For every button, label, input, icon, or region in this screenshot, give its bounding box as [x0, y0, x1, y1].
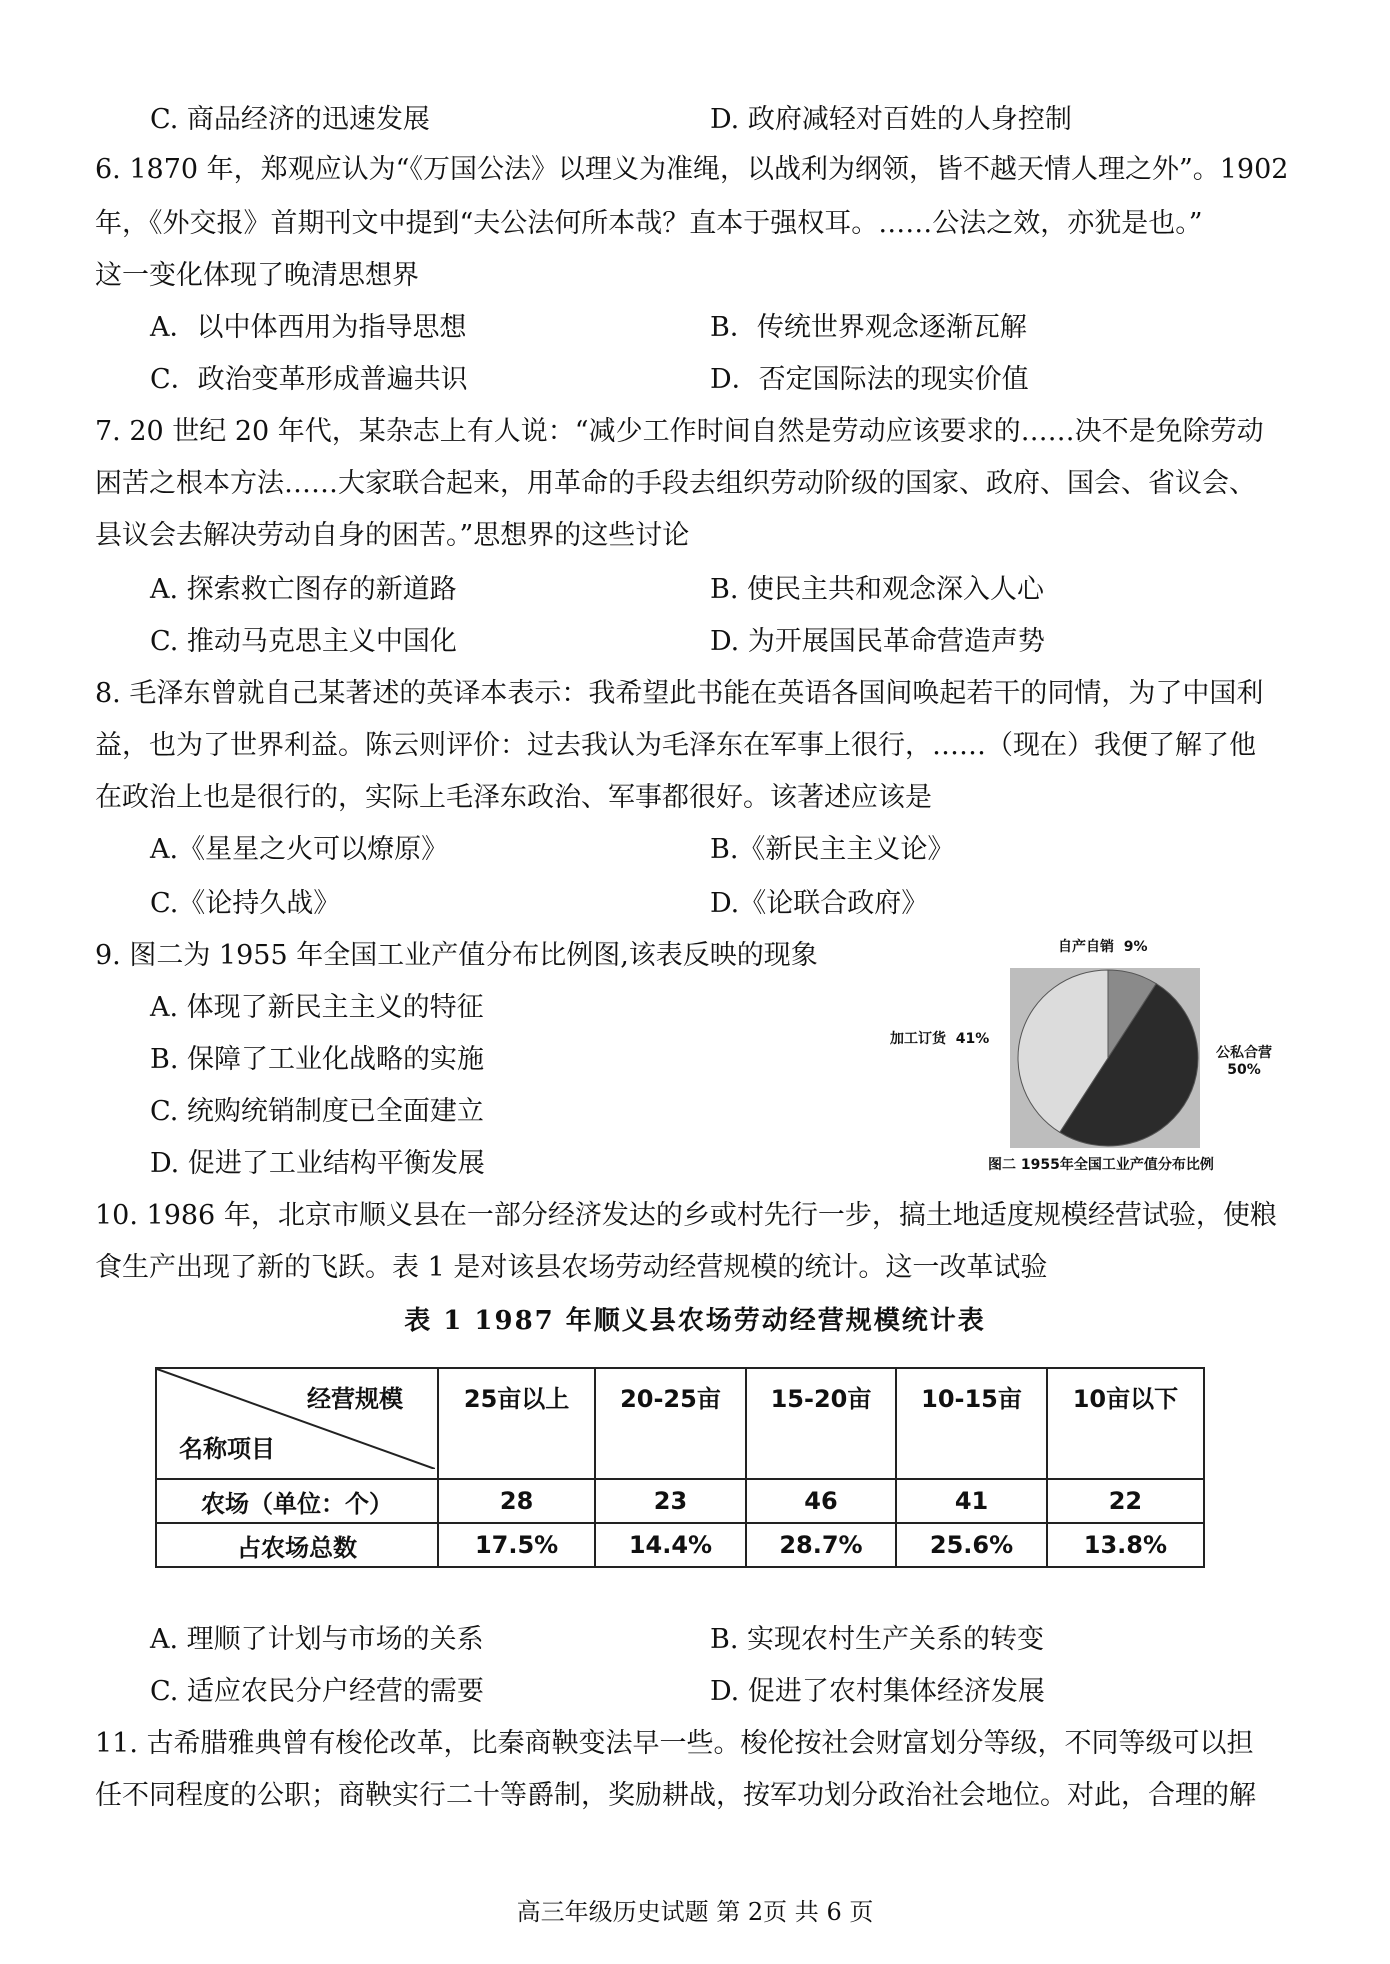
- q10-option-c: C. 适应农民分户经营的需要: [150, 1676, 484, 1707]
- q5-option-c: C. 商品经济的迅速发展: [150, 104, 430, 135]
- q8-option-b: B.《新民主主义论》: [710, 834, 955, 865]
- q7-stem-line-2: 困苦之根本方法……大家联合起来，用革命的手段去组织劳动阶级的国家、政府、国会、省议会、: [95, 468, 1256, 499]
- q7-stem-line-1: 7. 20 世纪 20 年代，某杂志上有人说：“减少工作时间自然是劳动应该要求的……决不是免除劳动: [95, 416, 1264, 447]
- q8-option-a: A.《星星之火可以燎原》: [150, 834, 449, 865]
- q10-option-a: A. 理顺了计划与市场的关系: [150, 1624, 484, 1655]
- q9-stem: 9. 图二为 1955 年全国工业产值分布比例图,该表反映的现象: [95, 940, 818, 971]
- q6-stem-line-3: 这一变化体现了晚清思想界: [95, 260, 419, 291]
- column-header: 10-15亩: [896, 1368, 1047, 1479]
- q9-option-c: C. 统购统销制度已全面建立: [150, 1096, 484, 1127]
- q11-stem-line-2: 任不同程度的公职；商鞅实行二十等爵制，奖励耕战，按军功划分政治社会地位。对此，合理的解: [95, 1780, 1256, 1811]
- q10-stem-line-1: 10. 1986 年，北京市顺义县在一部分经济发达的乡或村先行一步，搞土地适度规模经营试验，使粮: [95, 1200, 1277, 1231]
- q6-option-a: A．以中体西用为指导思想: [150, 312, 467, 343]
- pie-label-joint-venture: 公私合营 50%: [1216, 1045, 1272, 1078]
- table-cell: 13.8%: [1047, 1523, 1204, 1567]
- pie-label-processing-orders: 加工订货 41%: [890, 1031, 990, 1047]
- row-label: 占农场总数: [156, 1523, 438, 1567]
- pie-chart-figure: [890, 928, 1270, 1183]
- column-header: 25亩以上: [438, 1368, 595, 1479]
- figure-caption: 图二 1955年全国工业产值分布比例: [988, 1157, 1214, 1173]
- q8-stem-line-1: 8. 毛泽东曾就自己某著述的英译本表示：我希望此书能在英语各国间唤起若干的同情，为了中国利: [95, 678, 1264, 709]
- table-corner-cell: [156, 1368, 438, 1479]
- q7-option-c: C. 推动马克思主义中国化: [150, 626, 457, 657]
- row-label: 农场（单位：个）: [156, 1479, 438, 1523]
- table-header-row: [156, 1368, 1204, 1479]
- table-cell: 25.6%: [896, 1523, 1047, 1567]
- table-cell: 14.4%: [595, 1523, 746, 1567]
- q6-option-c: C．政治变革形成普遍共识: [150, 364, 468, 395]
- table-cell: 28: [438, 1479, 595, 1523]
- table-row: [156, 1479, 1204, 1523]
- pie-label-self-production: 自产自销 9%: [1058, 939, 1148, 955]
- column-header: 15-20亩: [746, 1368, 897, 1479]
- q10-option-b: B. 实现农村生产关系的转变: [710, 1624, 1045, 1655]
- q8-option-d: D.《论联合政府》: [710, 888, 929, 919]
- q10-stem-line-2: 食生产出现了新的飞跃。表 1 是对该县农场劳动经营规模的统计。这一改革试验: [95, 1252, 1048, 1283]
- q6-option-b: B．传统世界观念逐渐瓦解: [710, 312, 1027, 343]
- corner-header-item: 名称项目: [179, 1435, 275, 1463]
- q6-option-d: D．否定国际法的现实价值: [710, 364, 1029, 395]
- q9-option-b: B. 保障了工业化战略的实施: [150, 1044, 485, 1075]
- q6-stem-line-1: 6. 1870 年，郑观应认为“《万国公法》以理义为准绳，以战利为纲领，皆不越天情人理之外”。1902: [95, 154, 1289, 185]
- table-title: 表 1 1987 年顺义县农场劳动经营规模统计表: [404, 1306, 986, 1336]
- table-row: [156, 1523, 1204, 1567]
- q8-stem-line-3: 在政治上也是很行的，实际上毛泽东政治、军事都很好。该著述应该是: [95, 782, 932, 813]
- table-cell: 28.7%: [746, 1523, 897, 1567]
- table-cell: 46: [746, 1479, 897, 1523]
- table-cell: 23: [595, 1479, 746, 1523]
- q7-option-d: D. 为开展国民革命营造声势: [710, 626, 1045, 657]
- column-header: 10亩以下: [1047, 1368, 1204, 1479]
- q5-option-d: D. 政府减轻对百姓的人身控制: [710, 104, 1072, 135]
- q11-stem-line-1: 11. 古希腊雅典曾有梭伦改革，比秦商鞅变法早一些。梭伦按社会财富划分等级，不同等级可以担: [95, 1728, 1254, 1759]
- q9-option-d: D. 促进了工业结构平衡发展: [150, 1148, 485, 1179]
- q8-stem-line-2: 益，也为了世界利益。陈云则评价：过去我认为毛泽东在军事上很行，……（现在）我便了解了他: [95, 730, 1256, 761]
- q10-option-d: D. 促进了农村集体经济发展: [710, 1676, 1045, 1707]
- q6-stem-line-2: 年，《外交报》首期刊文中提到“夫公法何所本哉？直本于强权耳。……公法之效，亦犹是也。”: [95, 208, 1203, 239]
- q9-option-a: A. 体现了新民主主义的特征: [150, 992, 484, 1023]
- table-cell: 41: [896, 1479, 1047, 1523]
- q7-option-a: A. 探索救亡图存的新道路: [150, 574, 457, 605]
- farm-scale-table: [155, 1367, 1205, 1568]
- q7-stem-line-3: 县议会去解决劳动自身的困苦。”思想界的这些讨论: [95, 520, 690, 551]
- corner-header-scale: 经营规模: [307, 1385, 403, 1413]
- page-footer: 高三年级历史试题 第 2页 共 6 页: [516, 1898, 874, 1926]
- q8-option-c: C.《论持久战》: [150, 888, 341, 919]
- table-cell: 22: [1047, 1479, 1204, 1523]
- q7-option-b: B. 使民主共和观念深入人心: [710, 574, 1045, 605]
- table-cell: 17.5%: [438, 1523, 595, 1567]
- column-header: 20-25亩: [595, 1368, 746, 1479]
